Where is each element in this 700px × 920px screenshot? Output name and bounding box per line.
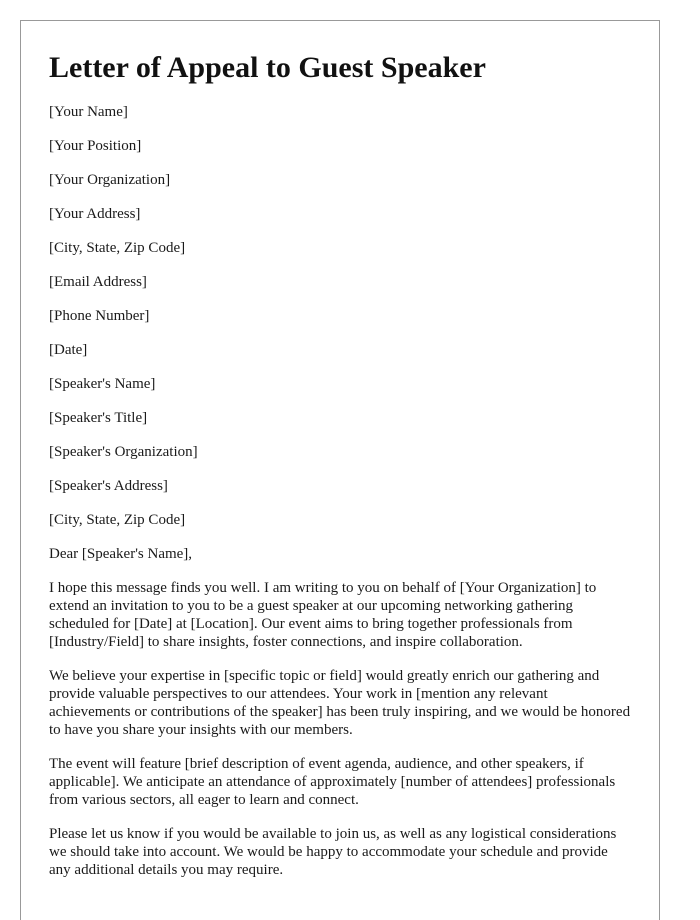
letter-title: Letter of Appeal to Guest Speaker (49, 51, 486, 84)
letter-date: [Date] (49, 342, 88, 358)
body-paragraph-3: The event will feature [brief description of event agenda, audience, and other speakers, if applicable]. We anticipate an attendance of approximately [number of attendees] professionals from various sectors, all eager to learn and connect. (49, 756, 616, 808)
recipient-city-state-zip: [City, State, Zip Code] (49, 512, 186, 528)
sender-address: [Your Address] (49, 206, 141, 222)
sender-position: [Your Position] (49, 138, 142, 154)
letter-page (20, 20, 660, 920)
recipient-address: [Speaker's Address] (49, 478, 168, 494)
recipient-name: [Speaker's Name] (49, 376, 156, 392)
body-paragraph-4: Please let us know if you would be available to join us, as well as any logistical considerations we should take into account. We would be happy to accommodate your schedule and provide any additional details you may require. (49, 826, 617, 878)
recipient-title: [Speaker's Title] (49, 410, 148, 426)
sender-block (49, 103, 631, 359)
body-paragraph-1: I hope this message finds you well. I am writing to you on behalf of [Your Organization] to extend an invitation to you to be a guest speaker at our upcoming networking gathering scheduled for [Date] at [Location]. Our event aims to bring together professionals from [Industry/Field] to share insights, foster connections, and inspire collaboration. (49, 580, 597, 650)
recipient-block (49, 375, 631, 529)
salutation: Dear [Speaker's Name], (49, 546, 193, 562)
body-paragraph-2: We believe your expertise in [specific topic or field] would greatly enrich our gathering and provide valuable perspectives to our attendees. Your work in [mention any relevant achievements or contributions of the speaker] has been truly inspiring, and we would be honored to have you share your insights with our members. (49, 668, 631, 738)
sender-name: [Your Name] (49, 104, 128, 120)
letter-body (49, 579, 631, 879)
sender-email: [Email Address] (49, 274, 147, 290)
recipient-organization: [Speaker's Organization] (49, 444, 198, 460)
sender-organization: [Your Organization] (49, 172, 171, 188)
sender-phone: [Phone Number] (49, 308, 150, 324)
sender-city-state-zip: [City, State, Zip Code] (49, 240, 186, 256)
